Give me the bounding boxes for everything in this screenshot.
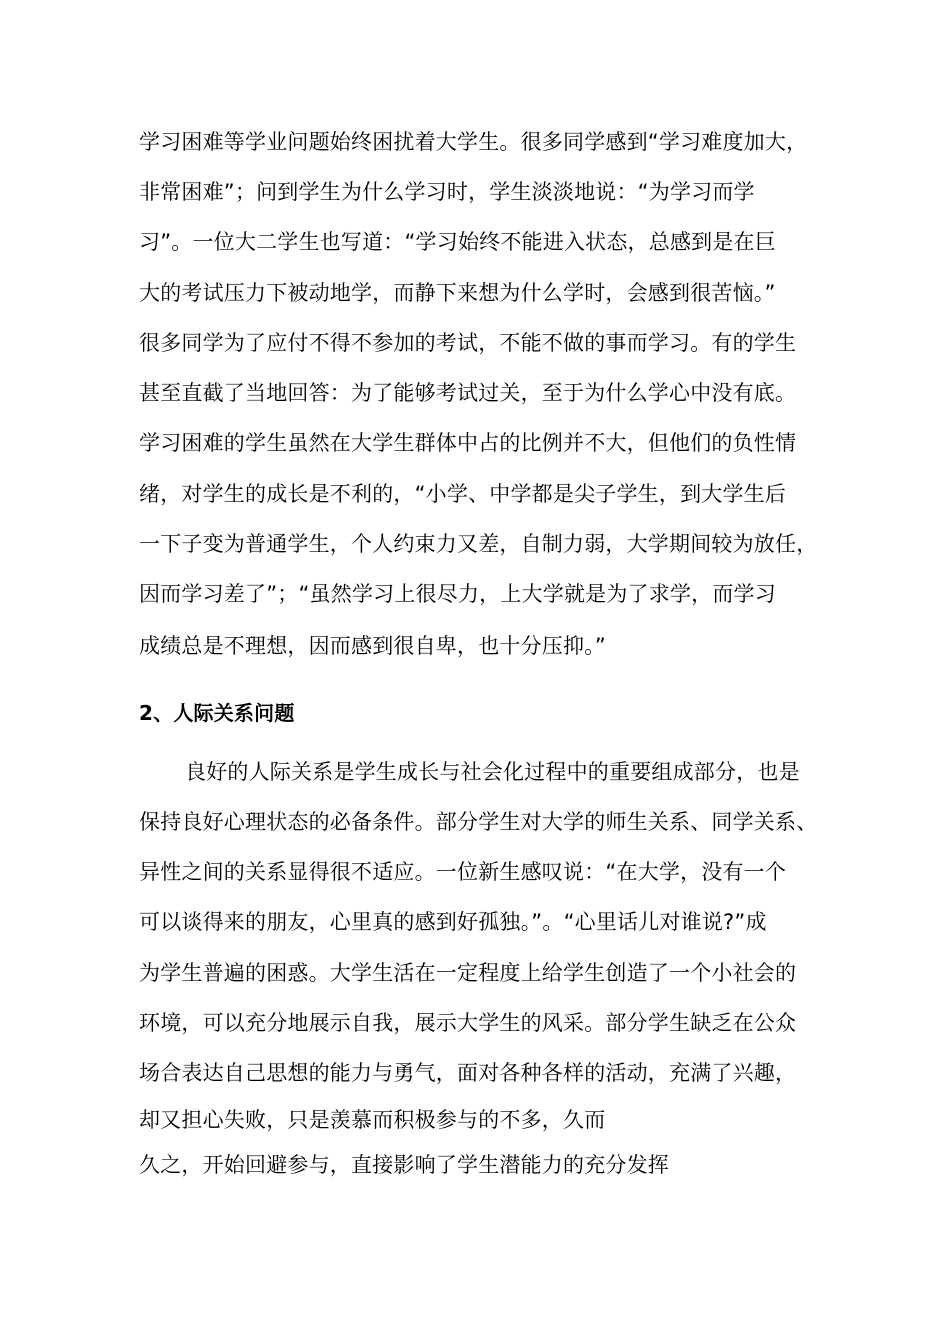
section2-line-7: 场合表达自己思想的能力与勇气，面对各种各样的活动，充满了兴趣，: [139, 1061, 797, 1085]
section2-line-1: 良好的人际关系是学生成长与社会化过程中的重要组成部分，也是: [185, 760, 800, 784]
paragraph1-line-3: 习”。一位大二学生也写道：“学习始终不能进入状态，总感到是在巨: [139, 230, 776, 254]
paragraph1-line-10: 因而学习差了”；“虽然学习上很尽力，上大学就是为了求学，而学习: [139, 582, 776, 606]
section-heading: 2、人际关系问题: [139, 701, 295, 725]
section2-line-4: 可以谈得来的朋友，心里真的感到好孤独。”。“心里话儿对谁说?”成: [139, 910, 767, 934]
section2-line-5: 为学生普遍的困惑。大学生活在一定程度上给学生创造了一个小社会的: [139, 961, 797, 985]
paragraph1-line-1: 学习困难等学业问题始终困扰着大学生。很多同学感到“学习难度加大，: [139, 130, 808, 154]
paragraph1-line-9: 一下子变为普通学生，个人约束力又差，自制力弱，大学期间较为放任，: [139, 532, 818, 556]
paragraph1-line-6: 甚至直截了当地回答：为了能够考试过关，至于为什么学心中没有底。: [139, 381, 797, 405]
paragraph1-line-4: 大的考试压力下被动地学，而静下来想为什么学时，会感到很苦恼。”: [139, 281, 776, 305]
section2-line-3: 异性之间的关系显得很不适应。一位新生感叹说：“在大学，没有一个: [139, 860, 787, 884]
section2-line-6: 环境，可以充分地展示自我，展示大学生的风采。部分学生缺乏在公众: [139, 1011, 797, 1035]
paragraph1-line-11: 成绩总是不理想，因而感到很自卑，也十分压抑。”: [139, 634, 606, 658]
paragraph1-line-7: 学习困难的学生虽然在大学生群体中占的比例并不大，但他们的负性情: [139, 431, 797, 455]
section2-line-2: 保持良好心理状态的必备条件。部分学生对大学的师生关系、同学关系、: [139, 810, 818, 834]
section2-line-8: 却又担心失败，只是羡慕而积极参与的不多，久而: [139, 1108, 606, 1132]
section2-line-9: 久之，开始回避参与，直接影响了学生潜能力的充分发挥: [139, 1153, 669, 1177]
paragraph1-line-8: 绪，对学生的成长是不利的，“小学、中学都是尖子学生，到大学生后: [139, 482, 787, 506]
paragraph1-line-5: 很多同学为了应付不得不参加的考试，不能不做的事而学习。有的学生: [139, 331, 797, 355]
paragraph1-line-2: 非常困难”；问到学生为什么学习时，学生淡淡地说：“为学习而学: [139, 180, 755, 204]
